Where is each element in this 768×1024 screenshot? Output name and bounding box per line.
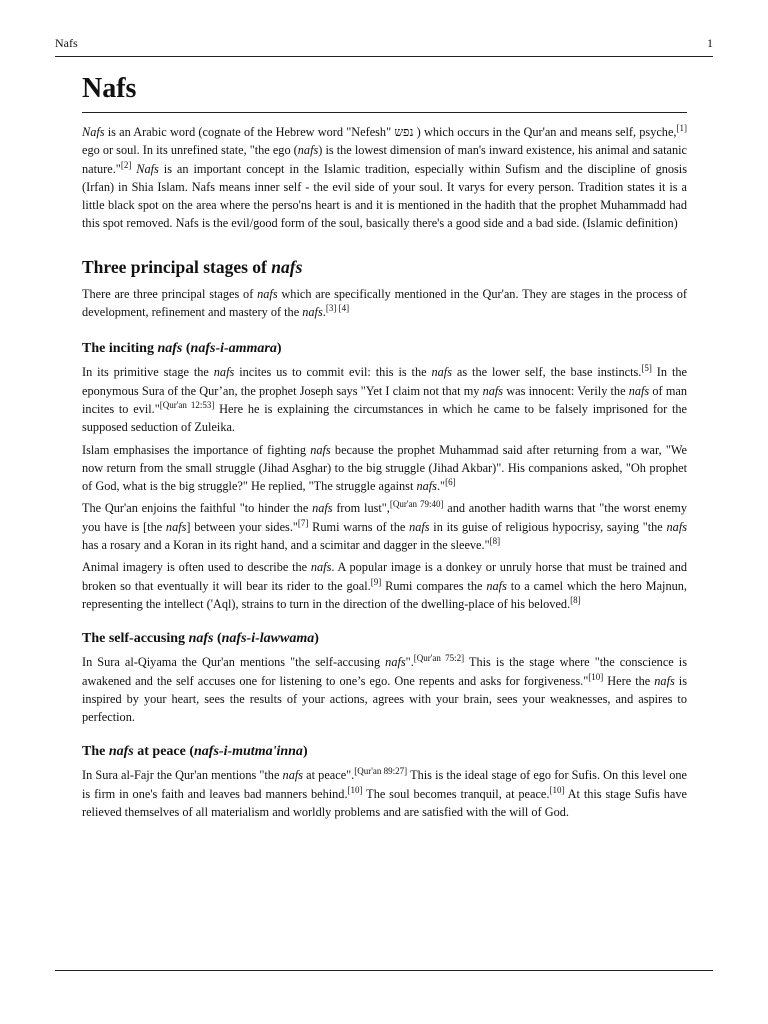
- text-run: Rumi warns of the: [308, 519, 410, 534]
- italic-term: nafs: [165, 519, 187, 534]
- citation-ref[interactable]: [8]: [489, 536, 501, 547]
- subsection-heading: [82, 742, 687, 762]
- italic-term: nafs: [213, 365, 235, 380]
- text-run: at peace".: [303, 768, 355, 783]
- text-run: The Qur'an enjoins the faithful "to hinder the: [82, 501, 313, 516]
- text-run: The: [82, 744, 109, 760]
- text-run: The self-accusing: [82, 631, 189, 647]
- italic-term: nafs: [431, 365, 452, 380]
- text-run: Here the: [603, 673, 655, 688]
- italic-term: nafs: [257, 286, 278, 301]
- text-run: נפש: [394, 125, 414, 139]
- citation-ref[interactable]: [2]: [120, 159, 132, 170]
- italic-term: nafs: [486, 578, 507, 593]
- paragraph: [82, 499, 687, 554]
- italic-term: nafs: [310, 560, 332, 575]
- subsection-heading: [82, 629, 687, 649]
- citation-ref[interactable]: [Qur'an 75:2]: [413, 653, 465, 664]
- text-run: There are three principal stages of: [82, 286, 258, 301]
- intro-paragraph: [82, 123, 687, 233]
- text-run: In the eponymous Sura of the Qur’an, the prophet Joseph says "Yet I claim not that my: [82, 365, 687, 398]
- italic-term: nafs: [628, 383, 650, 398]
- text-run: ] between your sides.": [186, 519, 298, 534]
- italic-term: nafs-i-ammara: [190, 341, 277, 357]
- text-run: which are specifically mentioned in the Qur'an. They are stages in the process of development, refinement and mastery of the: [82, 286, 687, 320]
- text-run: ".: [405, 655, 414, 670]
- page-number: 1: [707, 36, 713, 50]
- italic-term: nafs: [188, 631, 214, 647]
- text-run: ): [276, 341, 282, 357]
- citation-ref[interactable]: [1]: [676, 123, 687, 133]
- subsections: [82, 325, 687, 821]
- citation-ref[interactable]: [Qur'an 89:27]: [354, 766, 408, 777]
- text-run: In its primitive stage the: [82, 365, 214, 380]
- italic-term: nafs: [385, 655, 406, 670]
- text-run: The inciting: [82, 341, 158, 357]
- text-run: .": [436, 479, 446, 494]
- section-heading: [82, 255, 687, 279]
- text-run: to a camel which the hero Majnun, representing the intellect ('Aql), strains to turn in the direction of the dwelling-place of his beloved.: [82, 578, 687, 611]
- text-run: . A popular image is a donkey or unruly horse that must be trained and broken so that eventually it will bear its rider to the goal.: [82, 560, 687, 593]
- italic-term: nafs: [271, 256, 303, 277]
- citation-ref[interactable]: [10]: [347, 784, 363, 795]
- citation-ref[interactable]: [Qur'an 12:53]: [159, 399, 215, 410]
- citation-ref[interactable]: [8]: [570, 594, 581, 605]
- article-body: [82, 70, 687, 825]
- paragraph: [82, 441, 687, 496]
- text-run: In Sura al-Fajr the Qur'an mentions "the: [82, 768, 283, 783]
- article-title: Nafs: [82, 70, 687, 113]
- page-header: [55, 36, 713, 57]
- italic-term: nafs: [302, 305, 323, 320]
- text-run: ) is the lowest dimension of man's inward existence, his animal and satanic nature.": [82, 143, 687, 176]
- text-run: was innocent: Verily the: [503, 383, 629, 398]
- citation-ref[interactable]: [10]: [549, 784, 565, 795]
- italic-term: nafs: [310, 442, 331, 457]
- section-intro-paragraph: [82, 285, 687, 322]
- text-run: Animal imagery is often used to describe the: [82, 560, 311, 575]
- text-run: ): [302, 744, 308, 760]
- text-run: This is the ideal stage of ego for Sufis. On this level one is firm in one's faith and leaves bad manners behind.: [82, 768, 687, 801]
- text-run: is an important concept in the Islamic tradition, especially within Sufism and the discipline of gnosis (Irfan) in Shia Islam. Nafs means inner self - the evil side of your soul. It varys for every person. Tradition states it is a little black spot on the area where the perso'ns heart is and it is mentioned in the hadith that the prophet Muhammadd had this spot removed. Nafs is the evil/good form of the soul, basically there's a good side and a bad side. (Islamic definition): [82, 161, 687, 231]
- subsection-heading: [82, 339, 687, 359]
- citation-ref[interactable]: [3] [4]: [325, 303, 350, 314]
- italic-term: nafs: [409, 519, 430, 534]
- paragraph: [82, 766, 687, 821]
- text-run: incites us to commit evil: this is the: [234, 365, 432, 380]
- paragraph: [82, 558, 687, 613]
- text-run: ego or soul. In its unrefined state, "the ego (: [82, 143, 298, 158]
- text-run: This is the stage where "the conscience is awakened and the self accuses one for listening to one’s ego. One repents and asks for forgiveness.": [82, 655, 688, 688]
- citation-ref[interactable]: [6]: [445, 477, 456, 488]
- text-run: (: [213, 631, 222, 647]
- text-run: of man incites to evil.": [82, 383, 687, 416]
- text-run: ): [314, 631, 319, 647]
- text-run: ) which occurs in the Qur'an and means self, psyche,: [413, 125, 677, 139]
- citation-ref[interactable]: [10]: [588, 671, 604, 682]
- running-title: Nafs: [55, 36, 78, 50]
- footer-rule: [55, 970, 713, 971]
- citation-ref[interactable]: [Qur'an 79:40]: [389, 499, 444, 510]
- text-run: Here he is explaining the circumstances in which he came to be falsely imprisoned for the supposed seduction of Zuleika.: [82, 401, 687, 435]
- paragraph: [82, 363, 687, 436]
- text-run: in its guise of religious hypocrisy, saying "the: [429, 519, 667, 534]
- italic-term: nafs: [654, 673, 675, 688]
- text-run: .: [322, 305, 326, 320]
- paragraph: [82, 653, 687, 726]
- text-run: In Sura al-Qiyama the Qur'an mentions "the self-accusing: [82, 655, 386, 670]
- italic-term: nafs-i-mutma'inna: [194, 744, 303, 760]
- text-run: because the prophet Muhammad said after returning from a war, "We now return from the small struggle (Jihad Asghar) to the big struggle (Jihad Akbar)". His companions asked, "Oh prophet of God, what is the big struggle?" He replied, "The struggle against: [82, 442, 687, 494]
- italic-term: nafs: [108, 744, 134, 760]
- text-run: at peace (: [133, 744, 195, 760]
- text-run: The soul becomes tranquil, at peace.: [362, 786, 550, 801]
- text-run: Three principal stages of: [82, 256, 272, 277]
- text-run: and another hadith warns that "the worst enemy you have is [the: [82, 501, 687, 534]
- italic-term: nafs-i-lawwama: [221, 631, 315, 647]
- text-run: has a rosary and a Koran in its right hand, and a scimitar and dagger in the sleeve.": [82, 538, 490, 553]
- italic-term: nafs: [157, 341, 183, 357]
- italic-term: Nafs: [82, 125, 105, 139]
- text-run: At this stage Sufis have relieved themselves of all materialism and worldly problems and are satisfied with the will of God.: [82, 786, 687, 820]
- italic-term: nafs: [416, 479, 437, 494]
- text-run: from lust",: [332, 501, 390, 516]
- italic-term: nafs: [666, 519, 688, 534]
- italic-term: nafs: [482, 383, 504, 398]
- text-run: as the lower self, the base instincts.: [451, 365, 642, 380]
- text-run: is an Arabic word (cognate of the Hebrew word "Nefesh": [104, 125, 395, 139]
- citation-ref[interactable]: [5]: [641, 363, 652, 374]
- text-run: Islam emphasises the importance of fighting: [82, 442, 311, 457]
- italic-term: nafs: [312, 501, 333, 516]
- text-run: Rumi compares the: [381, 578, 487, 593]
- italic-term: nafs: [282, 768, 304, 783]
- citation-ref[interactable]: [9]: [370, 576, 382, 587]
- text-run: is inspired by your heart, sees the results of your actions, agrees with your brain, sees your weaknesses, and aspires to perfection.: [82, 673, 687, 725]
- text-run: (: [182, 341, 191, 357]
- italic-term: Nafs: [136, 161, 159, 176]
- citation-ref[interactable]: [7]: [297, 517, 309, 528]
- italic-term: nafs: [297, 143, 319, 158]
